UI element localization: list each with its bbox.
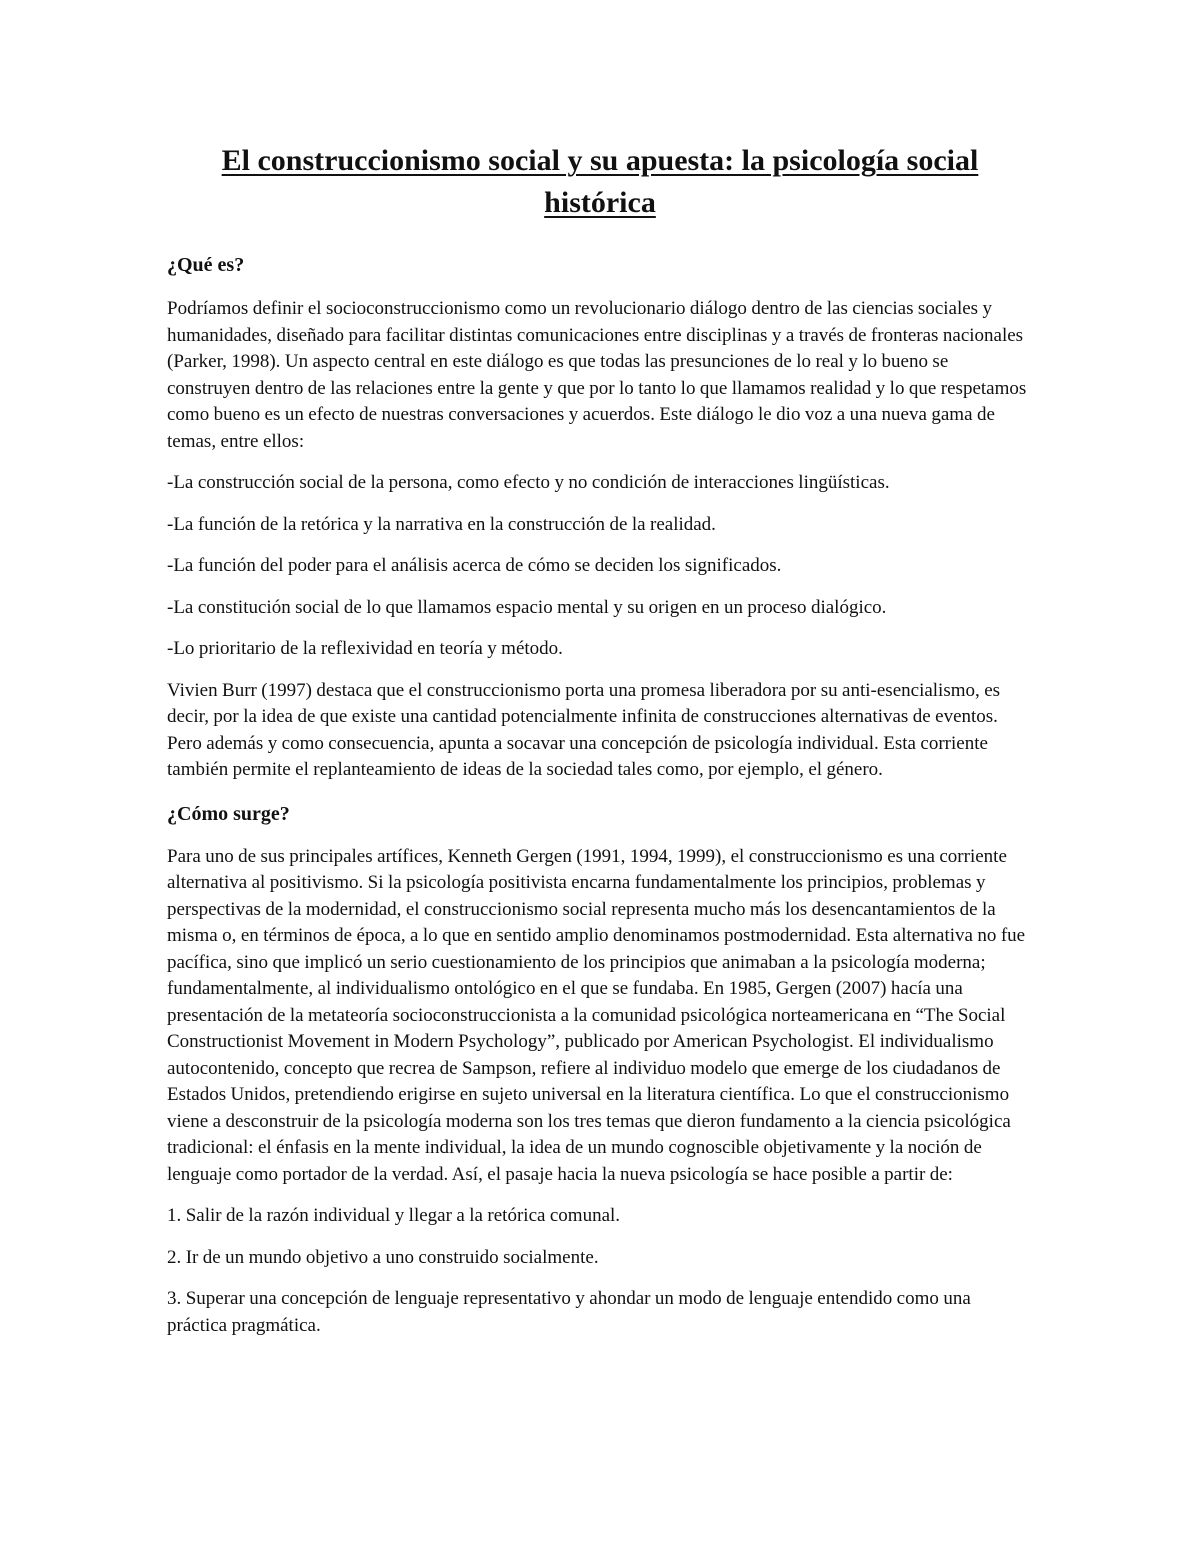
topic-item: -La construcción social de la persona, como efecto y no condición de interacciones lingüísticas. [167, 472, 890, 493]
section-heading-que-es: ¿Qué es? [167, 254, 245, 276]
gergen-paragraph: Para uno de sus principales artífices, Kenneth Gergen (1991, 1994, 1999), el construccionismo es una corriente alternativa al positivismo. Si la psicología positivista encarna fundamentalmente los principios, problemas y perspectivas de la modernidad, el construccionismo social representa mucho más los desencantamientos de la misma o, en términos de época, a lo que en sentido amplio denominamos postmodernidad. Esta alternativa no fue pacífica, sino que implicó un serio cuestionamiento de los principios que animaban a la psicología moderna; fundamentalmente, al individualismo ontológico en el que se fundaba. En 1985, Gergen (2007) hacía una presentación de la metateoría socioconstruccionista a la comunidad psicológica norteamericana en “The Social Constructionist Movement in Modern Psychology”, publicado por American Psychologist. El individualismo autocontenido, concepto que recrea de Sampson, refiere al individuo modelo que emerge de los ciudadanos de Estados Unidos, pretendiendo erigirse en sujeto universal en la literatura científica. Lo que el construccionismo viene a desconstruir de la psicología moderna son los tres temas que dieron fundamento a la ciencia psicológica tradicional: el énfasis en la mente individual, la idea de un mundo cognoscible objetivamente y la noción de lenguaje como portador de la verdad. Así, el pasaje hacia la nueva psicología se hace posible a partir de: [167, 845, 1026, 1185]
section-heading-como-surge: ¿Cómo surge? [167, 802, 290, 825]
intro-paragraph: Podríamos definir el socioconstruccionismo como un revolucionario diálogo dentro de las ciencias sociales y humanidades, diseñado para facilitar distintas comunicaciones entre disciplinas y a través de fronteras nacionales (Parker, 1998). Un aspecto central en este diálogo es que todas las presunciones de lo real y lo bueno se construyen dentro de las relaciones entre la gente y que por lo tanto lo que llamamos realidad y lo que respetamos como bueno es un efecto de nuestras conversaciones y acuerdos. Este diálogo le dio voz a una nueva gama de temas, entre ellos: [167, 298, 1027, 452]
step-item: 3. Superar una concepción de lenguaje representativo y ahondar un modo de lenguaje entendido como una práctica pragmática. [167, 1288, 971, 1336]
step-item: 1. Salir de la razón individual y llegar a la retórica comunal. [167, 1205, 621, 1226]
topic-item: -La función del poder para el análisis acerca de cómo se deciden los significados. [167, 555, 782, 576]
burr-paragraph: Vivien Burr (1997) destaca que el construccionismo porta una promesa liberadora por su anti-esencialismo, es decir, por la idea de que existe una cantidad potencialmente infinita de construcciones alternativas de eventos. Pero además y como consecuencia, apunta a socavar una concepción de psicología individual. Esta corriente también permite el replanteamiento de ideas de la sociedad tales como, por ejemplo, el género. [167, 679, 1001, 780]
document-page [167, 140, 1033, 1339]
topic-item: -La constitución social de lo que llamamos espacio mental y su origen en un proceso dialógico. [167, 596, 887, 618]
step-item: 2. Ir de un mundo objetivo a uno construido socialmente. [167, 1246, 599, 1268]
topic-item: -La función de la retórica y la narrativa en la construcción de la realidad. [167, 513, 716, 535]
topic-item: -Lo prioritario de la reflexividad en teoría y método. [167, 638, 563, 659]
document-title: El construccionismo social y su apuesta: la psicología social histórica [221, 144, 979, 219]
